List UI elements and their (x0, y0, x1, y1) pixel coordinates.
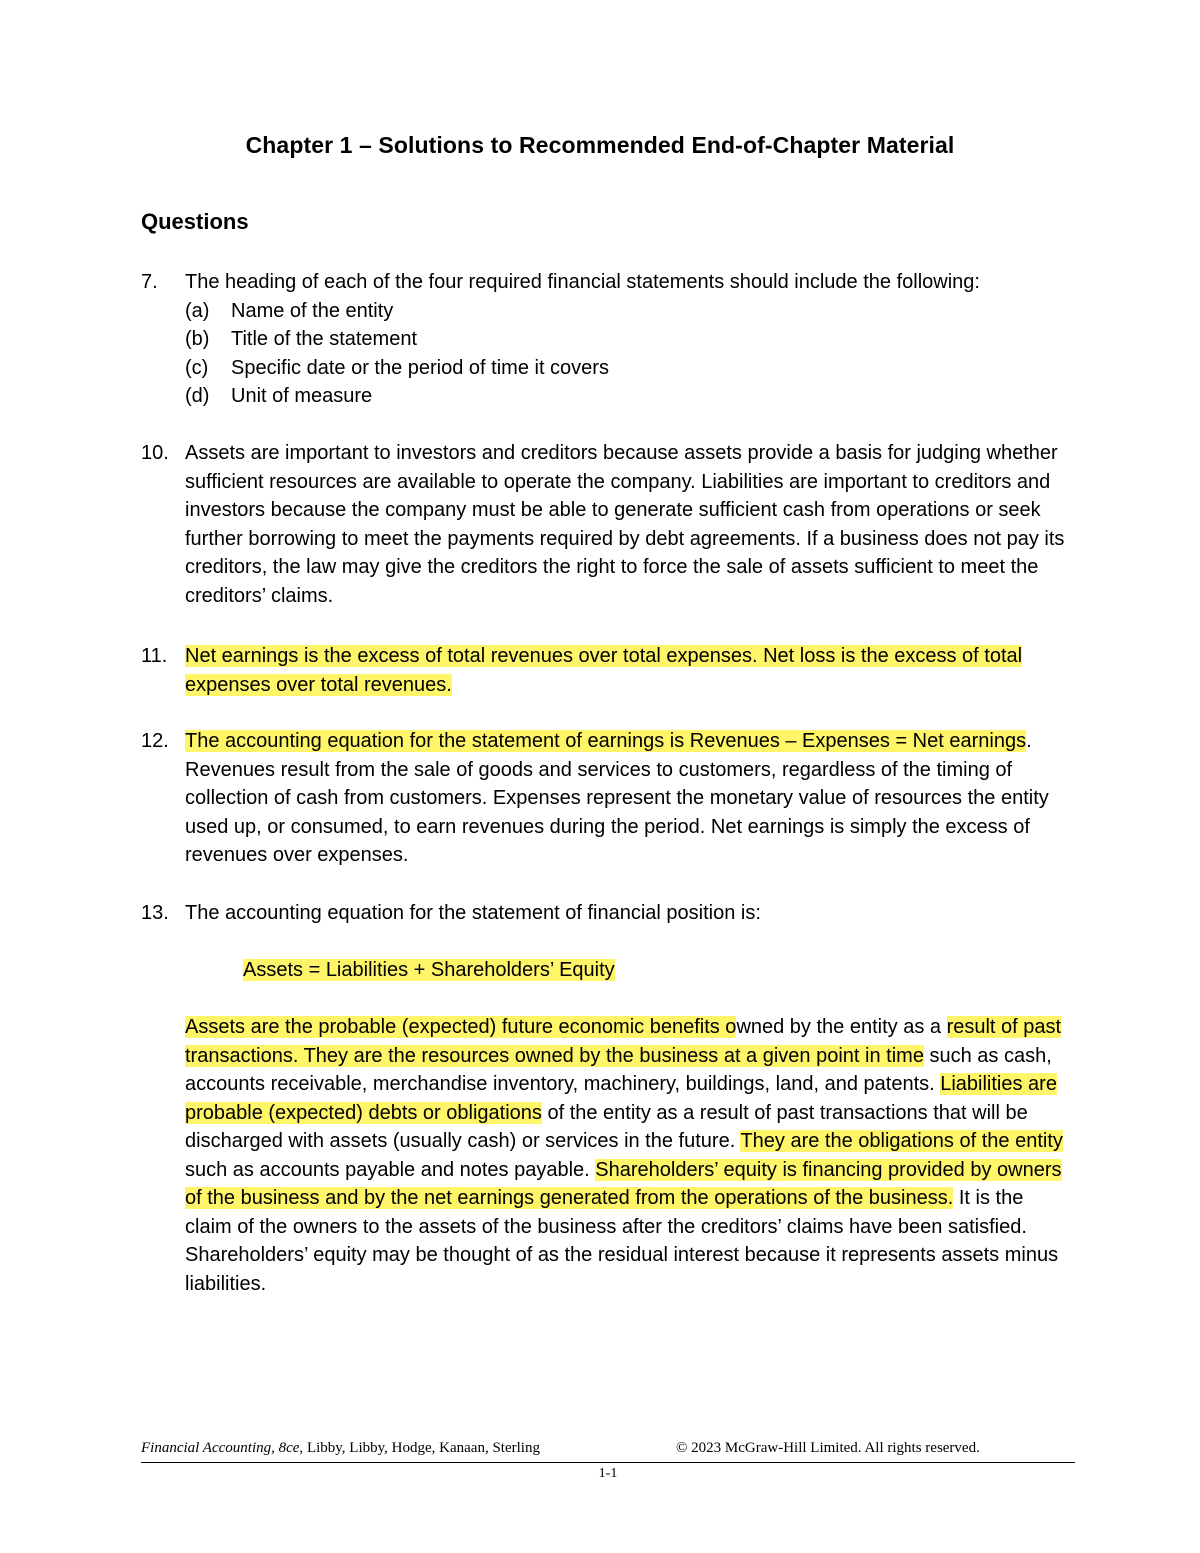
highlighted-text: Net earnings is the excess of total revenues over total expenses. Net loss is the excess of total expenses over total revenues. (185, 645, 1023, 696)
list-item: (c) Specific date or the period of time it covers (185, 356, 609, 379)
question-text: The accounting equation for the statement of financial position is: (185, 902, 761, 924)
question-number: 11. (141, 645, 168, 667)
question-text: . Revenues result from the sale of goods and services to customers, regardless of the timing of collection of cash from customers. Expenses represent the monetary value of resources the entity used up, or consumed, to earn revenues during the period. Net earnings is simply the excess of revenues over expenses. (185, 730, 1049, 866)
highlighted-text: The accounting equation for the statement of earnings is Revenues – Expenses = Net earnings (185, 730, 1027, 752)
question-7 (141, 268, 1071, 411)
question-number: 7. (141, 271, 158, 293)
page-number: 1-1 (598, 1466, 618, 1481)
question-13 (141, 899, 1071, 1298)
question-10 (141, 439, 1071, 610)
footer-rule (141, 1462, 1075, 1463)
accounting-equation: Assets = Liabilities + Shareholders’ Equity (243, 959, 615, 981)
footer-citation: Financial Accounting, 8ce, Libby, Libby, Hodge, Kanaan, Sterling (141, 1440, 540, 1456)
question-11 (141, 642, 1071, 699)
list-item: (d) Unit of measure (185, 385, 373, 407)
page-title: Chapter 1 – Solutions to Recommended End-of-Chapter Material (245, 132, 955, 158)
question-12 (141, 727, 1071, 870)
list-item: (a) Name of the entity (185, 299, 394, 322)
list-item: (b) Title of the statement (185, 328, 418, 350)
footer-copyright: © 2023 McGraw-Hill Limited. All rights reserved. (676, 1440, 980, 1456)
question-number: 12. (141, 730, 169, 752)
paragraph: Assets are the probable (expected) future economic benefits owned by the entity as a result of past transactions. They are the resources owned by the business at a given point in time such as cash, accounts receivable, merchandise inventory, machinery, buildings, land, and patents. Liabilities are probable (expected) debts or obligations of the entity as a result of past transactions that will be discharged with assets (usually cash) or services in the future. They are the obligations of the entity such as accounts payable and notes payable. Shareholders’ equity is financing provided by owners of the business and by the net earnings generated from the operations of the business. It is the claim of the owners to the assets of the business after the creditors’ claims have been satisfied. Shareholders’ equity may be thought of as the residual interest because it represents assets minus liabilities. (185, 1016, 1063, 1295)
question-number: 10. (141, 442, 169, 464)
question-text: Assets are important to investors and creditors because assets provide a basis for judging whether sufficient resources are available to operate the company. Liabilities are important to creditors and investors because the company must be able to generate sufficient cash from operations or seek further borrowing to meet the payments required by debt agreements. If a business does not pay its creditors, the law may give the creditors the right to force the sale of assets sufficient to meet the creditors’ claims. (185, 442, 1065, 607)
section-heading: Questions (141, 209, 249, 234)
question-text: The heading of each of the four required financial statements should include the following: (185, 271, 980, 293)
question-number: 13. (141, 902, 169, 924)
